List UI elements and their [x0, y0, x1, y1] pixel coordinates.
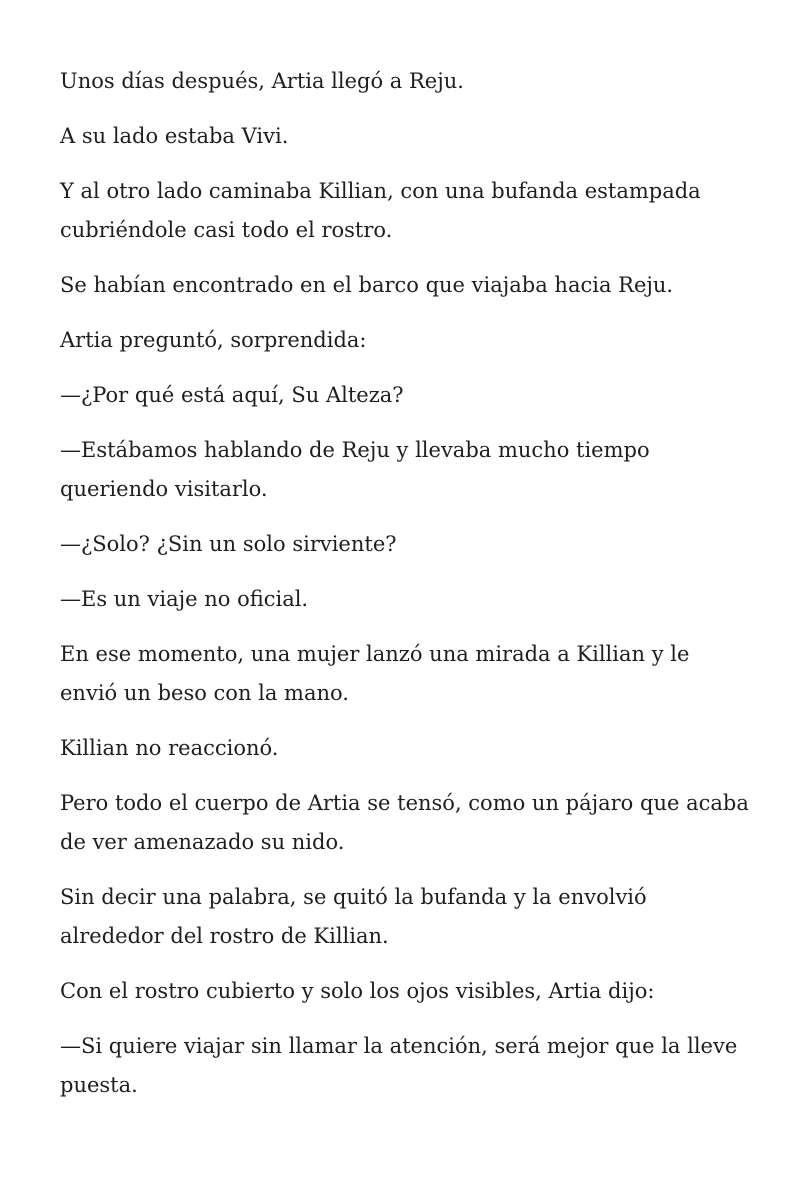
paragraph: Se habían encontrado en el barco que viajaba hacia Reju.: [60, 273, 674, 297]
paragraph: Killian no reaccionó.: [60, 736, 279, 760]
paragraph: Con el rostro cubierto y solo los ojos visibles, Artia dijo:: [60, 979, 655, 1003]
paragraph: Artia preguntó, sorprendida:: [60, 328, 367, 352]
paragraph: A su lado estaba Vivi.: [60, 124, 289, 148]
paragraph: Y al otro lado caminaba Killian, con una bufanda estampada cubriéndole casi todo el rostro.: [60, 179, 701, 242]
paragraph: Pero todo el cuerpo de Artia se tensó, como un pájaro que acaba de ver amenazado su nido.: [60, 791, 749, 854]
dialogue-line: —Si quiere viajar sin llamar la atención, será mejor que la lleve puesta.: [60, 1034, 738, 1097]
paragraph: En ese momento, una mujer lanzó una mirada a Killian y le envió un beso con la mano.: [60, 642, 690, 705]
dialogue-line: —¿Por qué está aquí, Su Alteza?: [60, 383, 404, 407]
dialogue-line: —Estábamos hablando de Reju y llevaba mucho tiempo queriendo visitarlo.: [60, 438, 650, 501]
dialogue-line: —¿Solo? ¿Sin un solo sirviente?: [60, 532, 397, 556]
paragraph: Sin decir una palabra, se quitó la bufanda y la envolvió alrededor del rostro de Killian.: [60, 885, 647, 948]
reading-page: [60, 62, 750, 1121]
paragraph: Unos días después, Artia llegó a Reju.: [60, 69, 464, 93]
dialogue-line: —Es un viaje no oficial.: [60, 587, 309, 611]
